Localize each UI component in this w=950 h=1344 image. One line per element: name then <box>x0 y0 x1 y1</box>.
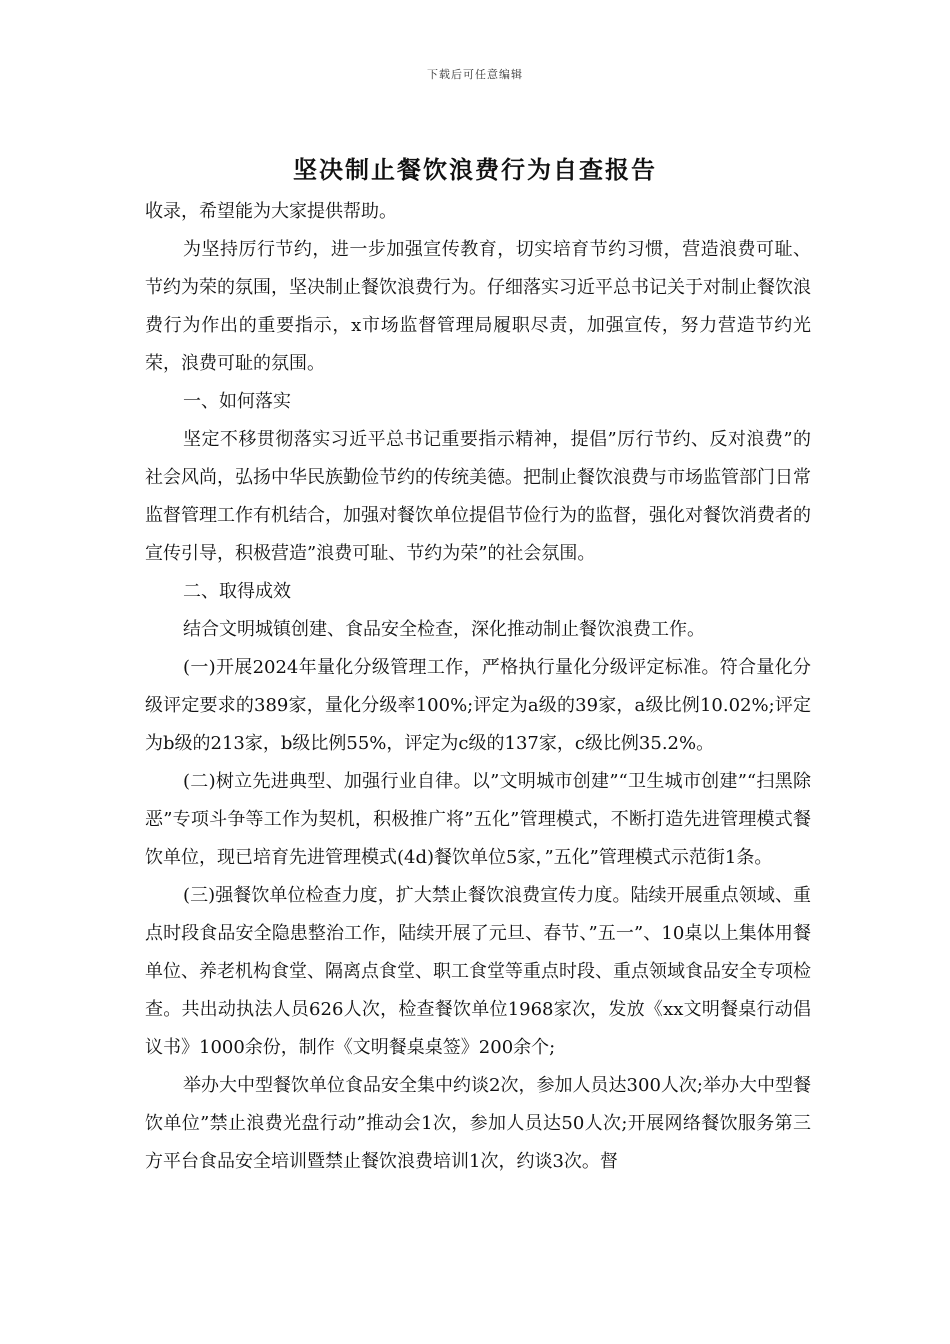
implementation-paragraph: 坚定不移贯彻落实习近平总书记重要指示精神，提倡”厉行节约、反对浪费”的社会风尚，弘扬中华民族勤俭节约的传统美德。把制止餐饮浪费与市场监管部门日常监督管理工作有机结合，加强对餐饮单位提倡节俭行为的监督，强化对餐饮消费者的宣传引导，积极营造”浪费可耻、节约为荣”的社会氛围。 <box>145 429 811 564</box>
results-intro-paragraph: 结合文明城镇创建、食品安全检查，深化推动制止餐饮浪费工作。 <box>183 619 705 640</box>
results-item-2: (二)树立先进典型、加强行业自律。以”文明城市创建”“卫生城市创建”“扫黑除恶”专项斗争等工作为契机，积极推广将”五化”管理模式，不断打造先进管理模式餐饮单位，现已培育先进管理模式(4d)餐饮单位5家，”五化”管理模式示范街1条。 <box>145 771 811 868</box>
results-item-3: (三)强餐饮单位检查力度，扩大禁止餐饮浪费宣传力度。陆续开展重点领域、重点时段食品安全隐患整治工作，陆续开展了元旦、春节、”五一”、10桌以上集体用餐单位、养老机构食堂、隔离点食堂、职工食堂等重点时段、重点领域食品安全专项检查。共出动执法人员626人次，检查餐饮单位1968家次，发放《xx文明餐桌行动倡议书》1000余份，制作《文明餐桌桌签》200余个; <box>145 885 811 1058</box>
intro-paragraph: 收录，希望能为大家提供帮助。 <box>145 201 397 222</box>
results-item-3-continued: 举办大中型餐饮单位食品安全集中约谈2次，参加人员达300人次;举办大中型餐饮单位”禁止浪费光盘行动”推动会1次，参加人员达50人次;开展网络餐饮服务第三方平台食品安全培训暨禁止餐饮浪费培训1次，约谈3次。督 <box>145 1075 811 1172</box>
results-item-1: (一)开展2024年量化分级管理工作，严格执行量化分级评定标准。符合量化分级评定要求的389家，量化分级率100%;评定为a级的39家，a级比例10.02%;评定为b级的213家，b级比例55%，评定为c级的137家，c级比例35.2%。 <box>145 657 811 754</box>
document-body <box>145 193 811 1181</box>
header-note: 下载后可任意编辑 <box>427 68 523 81</box>
preface-paragraph: 为坚持厉行节约，进一步加强宣传教育，切实培育节约习惯，营造浪费可耻、节约为荣的氛围，坚决制止餐饮浪费行为。仔细落实习近平总书记关于对制止餐饮浪费行为作出的重要指示，x市场监督管理局履职尽责，加强宣传，努力营造节约光荣，浪费可耻的氛围。 <box>145 239 811 374</box>
section-heading-implementation: 一、如何落实 <box>183 391 291 412</box>
document-title: 坚决制止餐饮浪费行为自查报告 <box>293 155 657 184</box>
section-heading-results: 二、取得成效 <box>183 581 291 602</box>
